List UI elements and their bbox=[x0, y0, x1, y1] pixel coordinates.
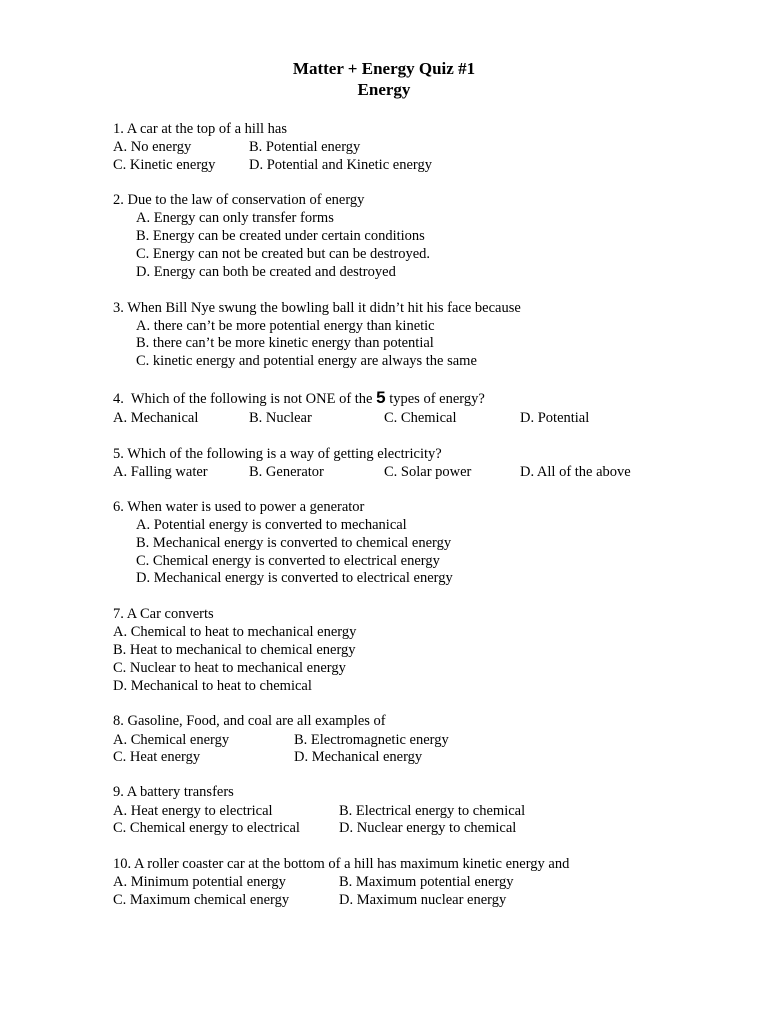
answer-option: B. Potential energy bbox=[249, 139, 361, 155]
answer-option: D. Nuclear energy to chemical bbox=[339, 820, 517, 836]
answer-row bbox=[0, 819, 768, 837]
question-stem: 4. Which of the following is not ONE of the 5 types of energy? bbox=[113, 388, 485, 407]
answer-option: A. Chemical to heat to mechanical energy bbox=[113, 624, 357, 640]
answer-option: A. Potential energy is converted to mechanical bbox=[136, 517, 407, 533]
page-subtitle: Energy bbox=[357, 80, 411, 99]
page-title: Matter + Energy Quiz #1 bbox=[292, 59, 476, 78]
answer-option: D. All of the above bbox=[520, 464, 631, 480]
answer-row bbox=[0, 891, 768, 909]
question-stem: 5. Which of the following is a way of getting electricity? bbox=[113, 446, 442, 462]
answer-option: C. Heat energy bbox=[113, 749, 201, 765]
answer-option: D. Maximum nuclear energy bbox=[339, 892, 507, 908]
answer-option: C. Chemical bbox=[384, 410, 457, 426]
answer-option: A. Mechanical bbox=[113, 410, 199, 426]
answer-option: B. Energy can be created under certain conditions bbox=[136, 228, 425, 244]
answer-row bbox=[0, 802, 768, 820]
answer-option: C. Kinetic energy bbox=[113, 157, 216, 173]
answer-row bbox=[0, 156, 768, 174]
question-stem: 2. Due to the law of conservation of energy bbox=[113, 192, 365, 208]
answer-option: D. Potential bbox=[520, 410, 590, 426]
question-stem: 10. A roller coaster car at the bottom of a hill has maximum kinetic energy and bbox=[113, 856, 570, 872]
answer-option: B. there can’t be more kinetic energy than potential bbox=[136, 335, 434, 351]
answer-option: C. Chemical energy is converted to electrical energy bbox=[136, 553, 440, 569]
answer-option: A. Minimum potential energy bbox=[113, 874, 286, 890]
question-stem: 3. When Bill Nye swung the bowling ball it didn’t hit his face because bbox=[113, 300, 521, 316]
answer-option: C. Energy can not be created but can be destroyed. bbox=[136, 246, 431, 262]
answer-option: A. there can’t be more potential energy than kinetic bbox=[136, 318, 435, 334]
answer-row bbox=[0, 873, 768, 891]
answer-option: B. Mechanical energy is converted to chemical energy bbox=[136, 535, 452, 551]
answer-option: D. Mechanical energy bbox=[294, 749, 423, 765]
answer-option: D. Mechanical energy is converted to electrical energy bbox=[136, 570, 453, 586]
emphasis-number: 5 bbox=[376, 388, 386, 407]
answer-option: B. Maximum potential energy bbox=[339, 874, 514, 890]
question-stem: 7. A Car converts bbox=[113, 606, 214, 622]
answer-option: C. Solar power bbox=[384, 464, 472, 480]
answer-option: D. Energy can both be created and destroyed bbox=[136, 264, 396, 280]
answer-row bbox=[0, 748, 768, 766]
answer-option: B. Electrical energy to chemical bbox=[339, 803, 526, 819]
answer-option: C. Chemical energy to electrical bbox=[113, 820, 300, 836]
answer-option: C. kinetic energy and potential energy are always the same bbox=[136, 353, 477, 369]
question-stem: 9. A battery transfers bbox=[113, 784, 234, 800]
answer-option: B. Generator bbox=[249, 464, 324, 480]
answer-row bbox=[0, 463, 768, 481]
answer-option: C. Maximum chemical energy bbox=[113, 892, 290, 908]
question-stem: 8. Gasoline, Food, and coal are all examples of bbox=[113, 713, 386, 729]
answer-option: B. Heat to mechanical to chemical energy bbox=[113, 642, 356, 658]
answer-option: B. Nuclear bbox=[249, 410, 312, 426]
question-stem: 6. When water is used to power a generator bbox=[113, 499, 365, 515]
answer-option: C. Nuclear to heat to mechanical energy bbox=[113, 660, 346, 676]
answer-row bbox=[0, 731, 768, 749]
answer-option: D. Mechanical to heat to chemical bbox=[113, 678, 312, 694]
answer-row bbox=[0, 409, 768, 427]
question-stem: 1. A car at the top of a hill has bbox=[113, 121, 287, 137]
answer-option: B. Electromagnetic energy bbox=[294, 732, 449, 748]
answer-option: A. Chemical energy bbox=[113, 732, 230, 748]
answer-option: A. Energy can only transfer forms bbox=[136, 210, 334, 226]
answer-option: D. Potential and Kinetic energy bbox=[249, 157, 432, 173]
answer-option: A. Heat energy to electrical bbox=[113, 803, 273, 819]
answer-option: A. Falling water bbox=[113, 464, 208, 480]
answer-row bbox=[0, 138, 768, 156]
answer-option: A. No energy bbox=[113, 139, 192, 155]
